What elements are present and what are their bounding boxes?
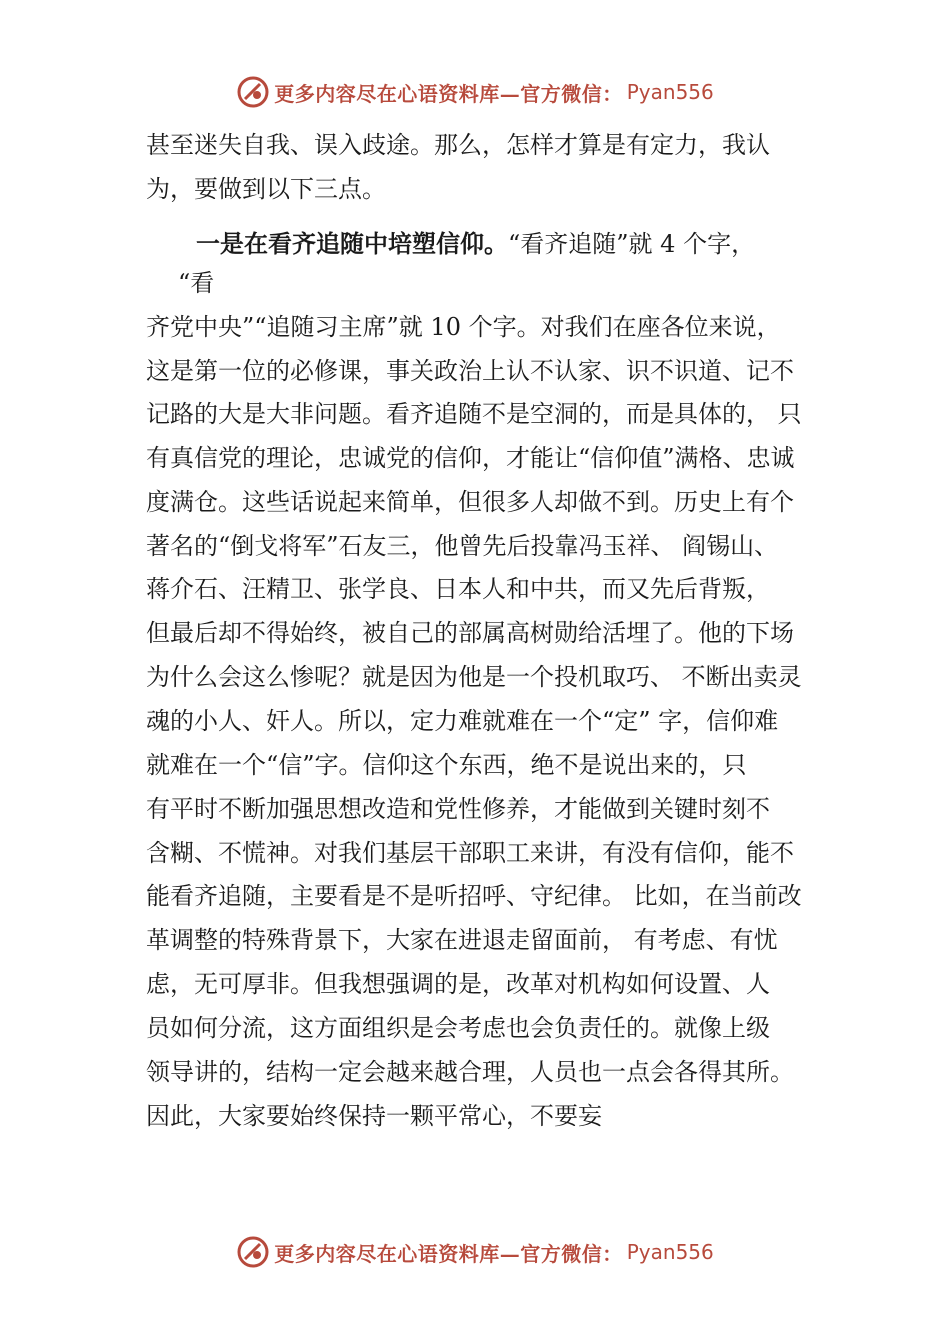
brand-logo-icon: [236, 1235, 270, 1269]
text-line: 有平时不断加强思想改造和党性修养，才能做到关键时刻不: [146, 795, 770, 823]
text-line: “看: [178, 269, 215, 297]
text-line: 这是第一位的必修课，事关政治上认不认家、识不识道、记不: [146, 357, 794, 385]
text-line: 因此，大家要始终保持一颗平常心，不要妄: [146, 1102, 602, 1130]
page-header: [0, 72, 950, 112]
text-line: 甚至迷失自我、误入歧途。那么，怎样才算是有定力，我认: [146, 131, 770, 159]
header-brand-text: 更多内容尽在心语资料库—官方微信：: [274, 81, 623, 106]
text-line: 有真信党的理论，忠诚党的信仰，才能让“信仰值”满格、忠诚: [146, 444, 795, 472]
text-line: 记路的大是大非问题。看齐追随不是空洞的，而是具体的， 只: [146, 400, 802, 428]
text-line: 虑，无可厚非。但我想强调的是，改革对机构如何设置、人: [146, 970, 770, 998]
text-line: 齐党中央”“追随习主席”就 10 个字。对我们在座各位来说，: [146, 313, 781, 341]
text-line: 领导讲的，结构一定会越来越合理，人员也一点会各得其所。: [146, 1058, 794, 1086]
text-line: 就难在一个“信”字。信仰这个东西，绝不是说出来的，只: [146, 751, 747, 779]
header-wechat-id: Pyan556: [626, 80, 714, 104]
watermark-banner: [236, 1235, 714, 1269]
text-line: 含糊、不慌神。对我们基层干部职工来讲，有没有信仰，能不: [146, 839, 794, 867]
page-footer: [0, 1232, 950, 1272]
text-line: 著名的“倒戈将军”石友三，他曾先后投靠冯玉祥、 阎锡山、: [146, 532, 779, 560]
text-line: 魂的小人、奸人。所以，定力难就难在一个“定” 字，信仰难: [146, 707, 779, 735]
section-heading: 一是在看齐追随中培塑信仰。: [196, 230, 508, 258]
paragraph-heading-line: [196, 229, 755, 259]
text-line: 革调整的特殊背景下，大家在进退走留面前， 有考虑、有忧: [146, 926, 778, 954]
footer-brand-text: 更多内容尽在心语资料库—官方微信：: [274, 1241, 623, 1266]
footer-wechat-id: Pyan556: [626, 1240, 714, 1264]
text-line: 能看齐追随，主要看是不是听招呼、守纪律。 比如，在当前改: [146, 882, 802, 910]
text-line: 蒋介石、汪精卫、张学良、日本人和中共，而又先后背叛，: [146, 575, 770, 603]
text-line: 为什么会这么惨呢？就是因为他是一个投机取巧、 不断出卖灵: [146, 663, 802, 691]
brand-logo-icon: [236, 75, 270, 109]
text-line: 为，要做到以下三点。: [146, 175, 386, 203]
watermark-banner: [236, 75, 714, 109]
text-span: “看齐追随”就 4 个字，: [508, 230, 756, 258]
text-line: 但最后却不得始终，被自己的部属高树勋给活埋了。他的下场: [146, 619, 794, 647]
text-line: 员如何分流，这方面组织是会考虑也会负责任的。就像上级: [146, 1014, 770, 1042]
text-line: 度满仓。这些话说起来简单，但很多人却做不到。历史上有个: [146, 488, 794, 516]
